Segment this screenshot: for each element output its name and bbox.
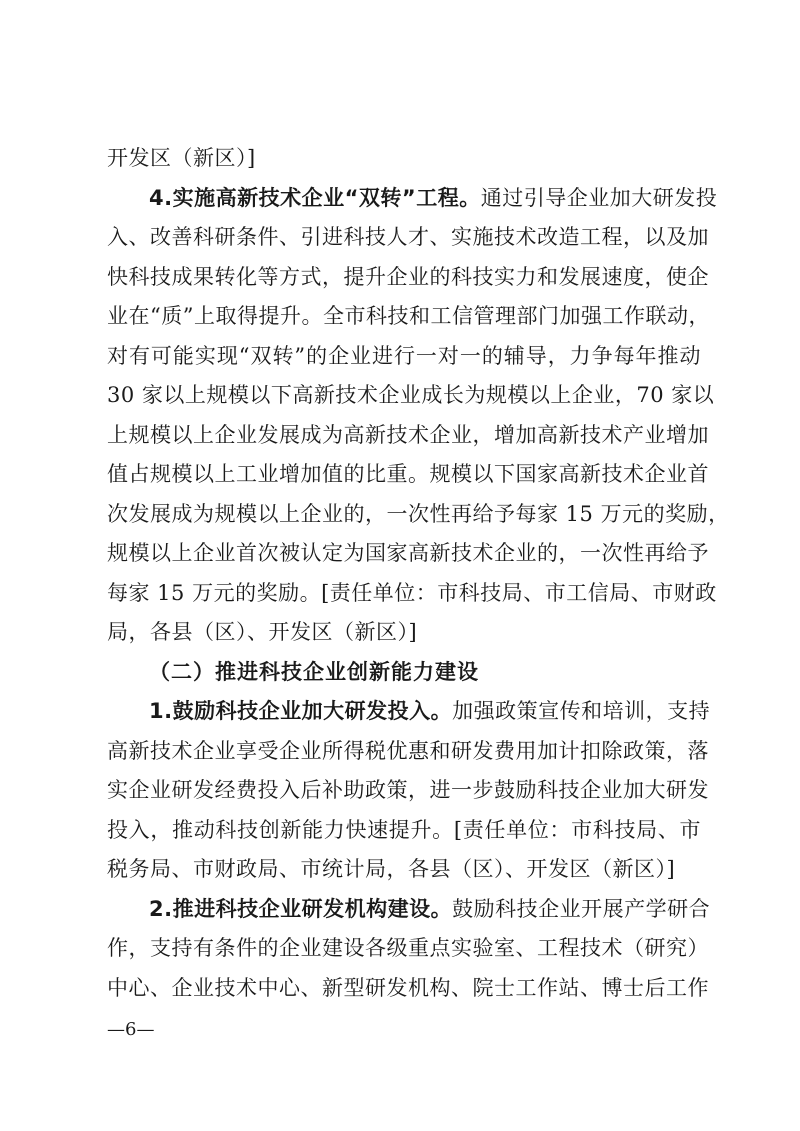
body-text-line	[107, 339, 701, 373]
numbered-item-heading	[149, 892, 711, 926]
body-text-line	[107, 931, 709, 965]
numbered-item-heading	[149, 181, 718, 215]
section-heading: （二）推进科技企业创新能力建设	[149, 659, 479, 684]
line-text: 加强政策宣传和培训，支持	[452, 699, 711, 723]
line-text: 作，支持有条件的企业建设各级重点实验室、工程技术（研究）	[107, 936, 709, 960]
body-text-line	[107, 536, 709, 570]
body-text-line	[107, 260, 709, 294]
item-title: 1.鼓励科技企业加大研发投入。	[149, 699, 453, 723]
line-text: 高新技术企业享受企业所得税优惠和研发费用加计扣除政策，落	[107, 738, 709, 763]
line-text: 每家 15 万元的奖励。[责任单位：市科技局、市工信局、市财政	[107, 580, 717, 605]
line-text: 投入，推动科技创新能力快速提升。[责任单位：市科技局、市	[107, 817, 701, 842]
body-text-line	[107, 457, 709, 491]
item-title: 4.实施高新技术企业“双转”工程。	[149, 185, 481, 210]
body-text-line	[107, 378, 715, 412]
line-text: 局，各县（区）、开发区（新区）]	[107, 620, 418, 644]
body-text-line	[107, 141, 701, 175]
body-text-line	[107, 813, 701, 847]
body-text-line	[107, 418, 709, 452]
line-text: 上规模以上企业发展成为高新技术企业，增加高新技术产业增加	[107, 422, 709, 447]
line-text: 鼓励科技企业开展产学研合	[452, 896, 711, 921]
line-text: 开发区（新区）]	[107, 146, 256, 170]
body-text-line	[107, 220, 709, 254]
line-text: 业在“质”上取得提升。全市科技和工信管理部门加强工作联动，	[107, 304, 710, 328]
line-text: 中心、企业技术中心、新型研发机构、院士工作站、博士后工作	[107, 975, 709, 1000]
body-text-line	[107, 299, 710, 333]
line-text: 快科技成果转化等方式，提升企业的科技实力和发展速度，使企	[107, 264, 709, 289]
page-number: —6—	[107, 1019, 155, 1040]
body-text-line	[107, 971, 709, 1005]
line-text: 对有可能实现“双转”的企业进行一对一的辅导，力争每年推动	[107, 343, 701, 368]
body-text-line	[107, 576, 717, 610]
body-text-line	[107, 734, 709, 768]
body-text-line	[107, 497, 730, 531]
line-text: 税务局、市财政局、市统计局，各县（区）、开发区（新区）]	[107, 857, 676, 881]
body-text-line	[107, 773, 709, 807]
line-text: 实企业研发经费投入后补助政策，进一步鼓励科技企业加大研发	[107, 778, 709, 802]
line-text: 次发展成为规模以上企业的，一次性再给予每家 15 万元的奖励，	[107, 501, 730, 526]
body-text-line	[107, 852, 701, 886]
line-text: 入、改善科研条件、引进科技人才、实施技术改造工程，以及加	[107, 225, 709, 249]
line-text: 值占规模以上工业增加值的比重。规模以下国家高新技术企业首	[107, 462, 709, 486]
numbered-item-heading	[149, 694, 711, 728]
line-text: 30 家以上规模以下高新技术企业成长为规模以上企业，70 家以	[107, 383, 715, 407]
item-title: 2.推进科技企业研发机构建设。	[149, 896, 453, 921]
line-text: 规模以上企业首次被认定为国家高新技术企业的，一次性再给予	[107, 541, 709, 565]
body-text-line	[107, 615, 701, 649]
line-text: 通过引导企业加大研发投	[480, 185, 718, 210]
